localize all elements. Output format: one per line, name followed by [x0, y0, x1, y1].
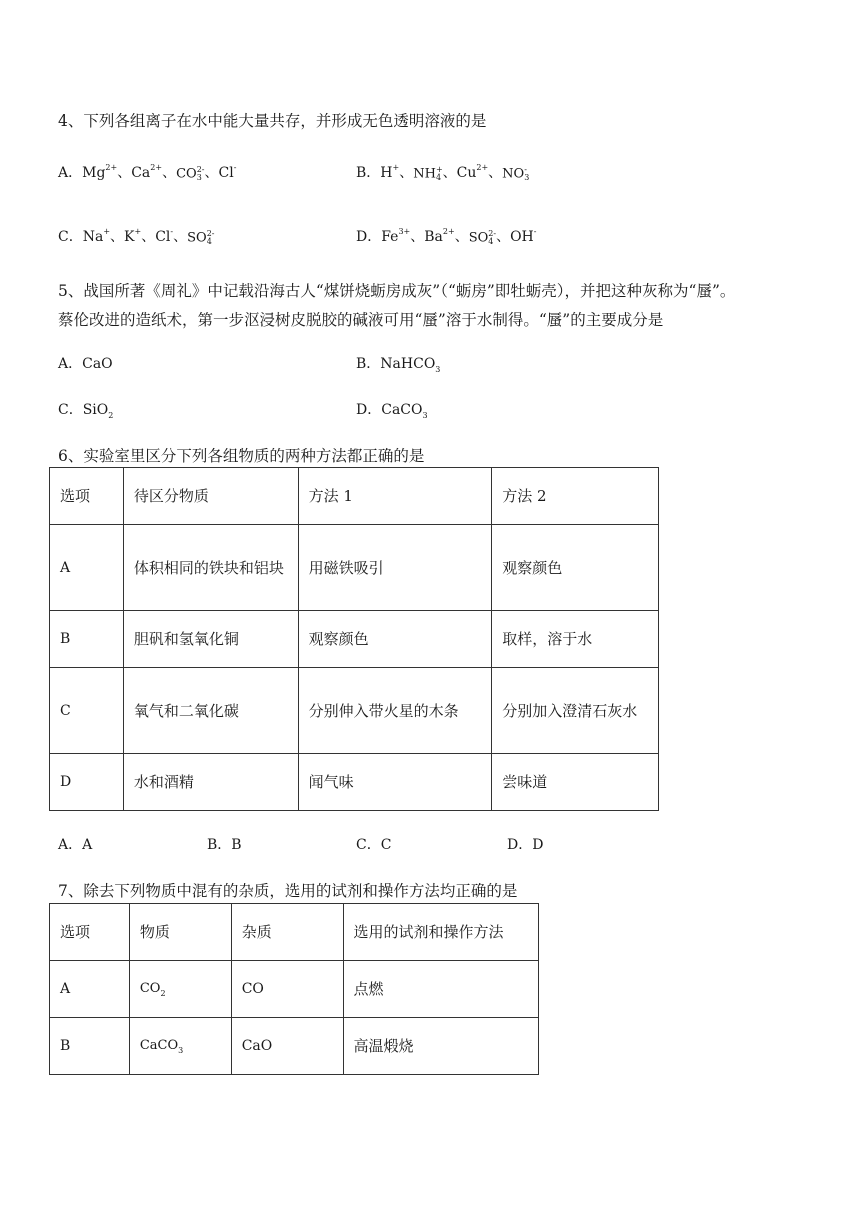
table-cell: 闻气味 [298, 754, 492, 811]
table-cell: 高温煅烧 [343, 1018, 538, 1075]
table-header-cell: 选项 [50, 468, 124, 525]
question-5-stem-line2: 蔡伦改进的造纸术，第一步沤浸树皮脱胶的碱液可用“蜃”溶于水制得。“蜃”的主要成分是 [58, 311, 664, 329]
table-header-cell: 选用的试剂和操作方法 [343, 904, 538, 961]
table-row [50, 668, 659, 754]
q5-option-a: A．CaO [58, 356, 113, 372]
table-cell: 尝味道 [492, 754, 659, 811]
q4-option-b: B．H+、NH + 4 、$Cu^{2+}$、NO - 3 [356, 163, 530, 182]
q4-option-a: A．$Mg^{2+}$、$Ca^{2+}$、CO 2- 3 、Cl- [58, 163, 237, 182]
table-cell: D [50, 754, 124, 811]
table-header-row [50, 468, 659, 525]
table-cell: $CO_2$ [129, 961, 231, 1018]
question-6-stem: 6、实验室里区分下列各组物质的两种方法都正确的是 [58, 447, 425, 465]
table-row [50, 611, 659, 668]
table-cell: CaCO$_3$ [129, 1018, 231, 1075]
table-header-cell: 方法 1 [298, 468, 492, 525]
table-cell: 胆矾和氢氧化铜 [123, 611, 298, 668]
table-cell: C [50, 668, 124, 754]
table-cell: A [50, 961, 130, 1018]
q6-choice-b: B．B [207, 837, 242, 853]
q6-choice-c: C．C [356, 837, 392, 853]
q6-choice-a: A．A [58, 837, 93, 853]
table-cell: 观察颜色 [492, 525, 659, 611]
q6-choice-d: D．D [507, 837, 544, 853]
table-row [50, 961, 539, 1018]
q6-table [49, 467, 659, 811]
q4-option-d: D．$Fe^{3+}$、$Ba^{2+}$、SO 2- 4 、OH- [356, 227, 537, 246]
table-row [50, 525, 659, 611]
table-cell: A [50, 525, 124, 611]
question-4-stem: 4、下列各组离子在水中能大量共存，并形成无色透明溶液的是 [58, 112, 487, 130]
question-7-stem: 7、除去下列物质中混有的杂质，选用的试剂和操作方法均正确的是 [58, 882, 518, 900]
table-cell: 体积相同的铁块和铝块 [123, 525, 298, 611]
table-row [50, 1018, 539, 1075]
question-5-stem-line1: 5、战国所著《周礼》中记载沿海古人“煤饼烧蛎房成灰”（“蛎房”即牡蛎壳），并把这种灰称为“蜃”。 [58, 282, 736, 300]
q5-option-b: B．NaHCO$_3$ [356, 356, 441, 374]
table-cell: 氧气和二氧化碳 [123, 668, 298, 754]
table-cell: 水和酒精 [123, 754, 298, 811]
table-header-cell: 选项 [50, 904, 130, 961]
table-row [50, 754, 659, 811]
q4-option-c: C．Na+、K+、Cl-、SO 2- 4 [58, 227, 215, 246]
table-cell: 分别加入澄清石灰水 [492, 668, 659, 754]
table-cell: B [50, 611, 124, 668]
q7-table [49, 903, 539, 1075]
table-header-cell: 物质 [129, 904, 231, 961]
table-header-cell: 方法 2 [492, 468, 659, 525]
table-cell: 取样，溶于水 [492, 611, 659, 668]
table-cell: CaO [231, 1018, 343, 1075]
table-header-cell: 待区分物质 [123, 468, 298, 525]
table-cell: 观察颜色 [298, 611, 492, 668]
table-cell: B [50, 1018, 130, 1075]
table-header-cell: 杂质 [231, 904, 343, 961]
table-header-row [50, 904, 539, 961]
table-cell: CO [231, 961, 343, 1018]
q5-option-c: C．SiO$_2$ [58, 402, 114, 420]
q5-option-d: D．CaCO$_3$ [356, 402, 428, 420]
table-cell: 点燃 [343, 961, 538, 1018]
table-cell: 分别伸入带火星的木条 [298, 668, 492, 754]
table-cell: 用磁铁吸引 [298, 525, 492, 611]
